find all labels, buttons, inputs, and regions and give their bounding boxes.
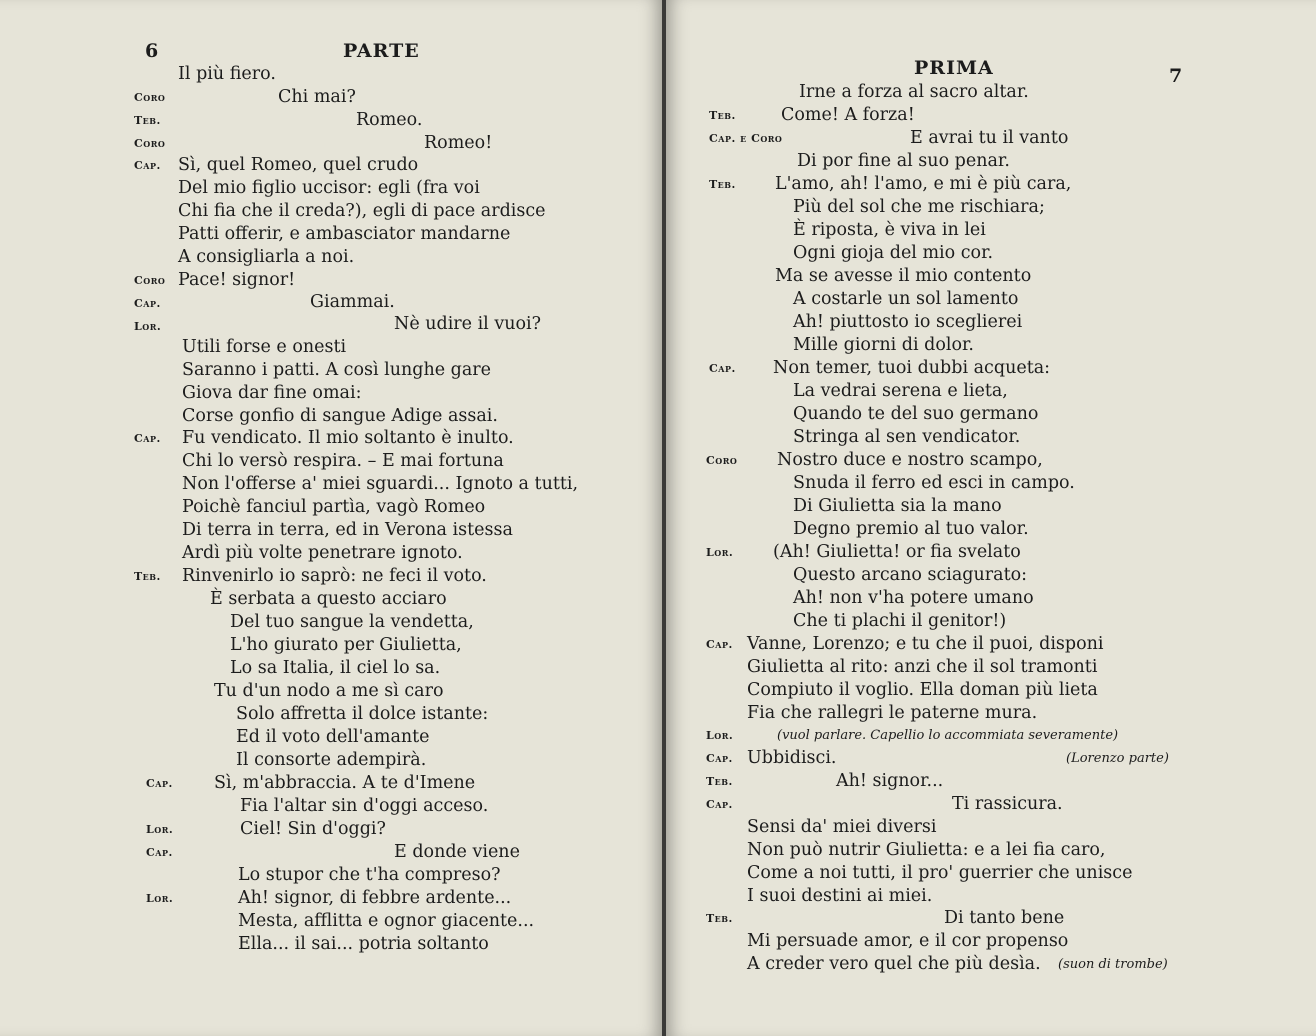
speaker-label: Coro [134,137,166,150]
text-line: Mille giorni di dolor. [793,335,974,355]
text-line: E donde viene [394,842,520,862]
stage-direction: (vuol parlare. Capellio lo accommiata severamente) [777,728,1119,743]
speaker-label: Teb. [706,912,733,925]
text-line: (Ah! Giulietta! or fia svelato [773,542,1021,562]
text-line: Di terra in terra, ed in Verona istessa [182,520,513,540]
text-line: Giulietta al rito: anzi che il sol tramonti [747,657,1098,677]
text-line: Ti rassicura. [952,794,1063,814]
text-line: I suoi destini ai miei. [747,886,933,906]
speaker-label: Cap. [706,752,733,765]
right-page [666,0,1316,1036]
speaker-label: Cap. [706,638,733,651]
text-line: Sì, m'abbraccia. A te d'Imene [214,773,476,793]
speaker-label: Teb. [134,114,161,127]
speaker-label: Cap. e Coro [709,132,783,145]
text-line: Snuda il ferro ed esci in campo. [793,473,1075,493]
text-line: Sì, quel Romeo, quel crudo [178,155,419,175]
text-line: Pace! signor! [178,270,296,290]
text-line: Nè udire il vuoi? [394,314,542,334]
text-line: L'ho giurato per Giulietta, [230,635,462,655]
text-line: A consigliarla a noi. [178,247,355,267]
text-line: Il più fiero. [178,64,276,84]
text-line: Giammai. [310,292,395,312]
speaker-label: Teb. [709,178,736,191]
speaker-label: Cap. [146,777,173,790]
text-line: Mi persuade amor, e il cor propenso [747,931,1069,951]
text-line: Vanne, Lorenzo; e tu che il puoi, disponi [747,634,1104,654]
text-line: Questo arcano sciagurato: [793,565,1028,585]
text-line: Ah! non v'ha potere umano [793,588,1034,608]
text-line: Di por fine al suo penar. [797,151,1010,171]
text-line: Del mio figlio uccisor: egli (fra voi [178,178,480,198]
speaker-label: Lor. [706,546,734,559]
text-line: Che ti plachi il genitor!) [793,611,1007,631]
text-line: L'amo, ah! l'amo, e mi è più cara, [775,174,1072,194]
text-line: Poichè fanciul partìa, vagò Romeo [182,497,486,517]
text-line: Come a noi tutti, il pro' guerrier che unisce [747,863,1133,883]
text-line: Utili forse e onesti [182,337,347,357]
text-line: Ciel! Sin d'oggi? [240,819,386,839]
speaker-label: Coro [134,91,166,104]
text-line: Romeo. [356,110,423,130]
text-line: Quando te del suo germano [793,404,1039,424]
text-line: Non temer, tuoi dubbi acqueta: [773,358,1051,378]
stage-direction: (Lorenzo parte) [1066,751,1169,766]
text-line: E avrai tu il vanto [910,128,1069,148]
text-line: Mesta, afflitta e ognor giacente... [238,911,535,931]
speaker-label: Cap. [134,159,161,172]
speaker-label: Cap. [706,798,733,811]
text-line: Del tuo sangue la vendetta, [230,612,474,632]
text-line: Sensi da' miei diversi [747,817,937,837]
text-line: Ah! piuttosto io sceglierei [793,312,1023,332]
text-line: Di tanto bene [944,908,1065,928]
text-line: Ed il voto dell'amante [236,727,430,747]
speaker-label: Cap. [146,846,173,859]
text-line: Ella... il sai... potria soltanto [238,934,489,954]
speaker-label: Coro [706,454,738,467]
page-number-left: 6 [145,40,160,62]
text-line: Compiuto il voglio. Ella doman più lieta [747,680,1098,700]
text-line: Corse gonfio di sangue Adige assai. [182,406,498,426]
text-line: Degno premio al tuo valor. [793,519,1029,539]
stage-direction: (suon di trombe) [1058,957,1168,972]
text-line: Ma se avesse il mio contento [775,266,1032,286]
speaker-label: Cap. [134,297,161,310]
text-line: Di Giulietta sia la mano [793,496,1002,516]
speaker-label: Cap. [134,432,161,445]
text-line: Il consorte adempirà. [236,750,427,770]
text-line: La vedrai serena e lieta, [793,381,1008,401]
running-head-left: PARTE [343,40,420,62]
text-line: Giova dar fine omai: [182,383,362,403]
text-line: Lo stupor che t'ha compreso? [238,865,501,885]
text-line: A creder vero quel che più desìa. [747,954,1041,974]
text-line: Stringa al sen vendicator. [793,427,1021,447]
text-line: Ah! signor... [836,771,944,791]
text-line: Lo sa Italia, il ciel lo sa. [230,658,441,678]
text-line: Ogni gioja del mio cor. [793,243,994,263]
speaker-label: Teb. [134,570,161,583]
speaker-label: Coro [134,274,166,287]
text-line: Più del sol che me rischiara; [793,197,1045,217]
text-line: Chi mai? [278,87,356,107]
speaker-label: Lor. [134,320,162,333]
text-line: Come! A forza! [781,105,915,125]
text-line: Chi fia che il creda?), egli di pace ardisce [178,201,546,221]
text-line: Saranno i patti. A così lunghe gare [182,360,492,380]
text-line: Romeo! [424,133,493,153]
text-line: Tu d'un nodo a me sì caro [214,681,444,701]
speaker-label: Teb. [706,775,733,788]
text-line: È riposta, è viva in lei [793,220,986,240]
speaker-label: Teb. [709,109,736,122]
text-line: Fia l'altar sin d'oggi acceso. [240,796,489,816]
text-line: Fia che rallegri le paterne mura. [747,703,1038,723]
text-line: Nostro duce e nostro scampo, [777,450,1043,470]
text-line: Non può nutrir Giulietta: e a lei fia caro, [747,840,1106,860]
text-line: A costarle un sol lamento [793,289,1019,309]
speaker-label: Lor. [706,729,734,742]
text-line: Rinvenirlo io saprò: ne feci il voto. [182,566,487,586]
text-line: È serbata a questo acciaro [210,589,447,609]
speaker-label: Lor. [146,892,174,905]
text-line: Non l'offerse a' miei sguardi... Ignoto a tutti, [182,474,579,494]
page-number-right: 7 [1169,65,1184,87]
text-line: Chi lo versò respira. – E mai fortuna [182,451,504,471]
text-line: Irne a forza al sacro altar. [799,82,1029,102]
speaker-label: Lor. [146,823,174,836]
text-line: Ardì più volte penetrare ignoto. [182,543,463,563]
text-line: Ah! signor, di febbre ardente... [238,888,512,908]
text-line: Fu vendicato. Il mio soltanto è inulto. [182,428,514,448]
text-line: Ubbidisci. [747,748,837,768]
text-line: Solo affretta il dolce istante: [236,704,489,724]
text-line: Patti offerir, e ambasciator mandarne [178,224,511,244]
speaker-label: Cap. [709,362,736,375]
running-head-right: PRIMA [914,57,994,79]
